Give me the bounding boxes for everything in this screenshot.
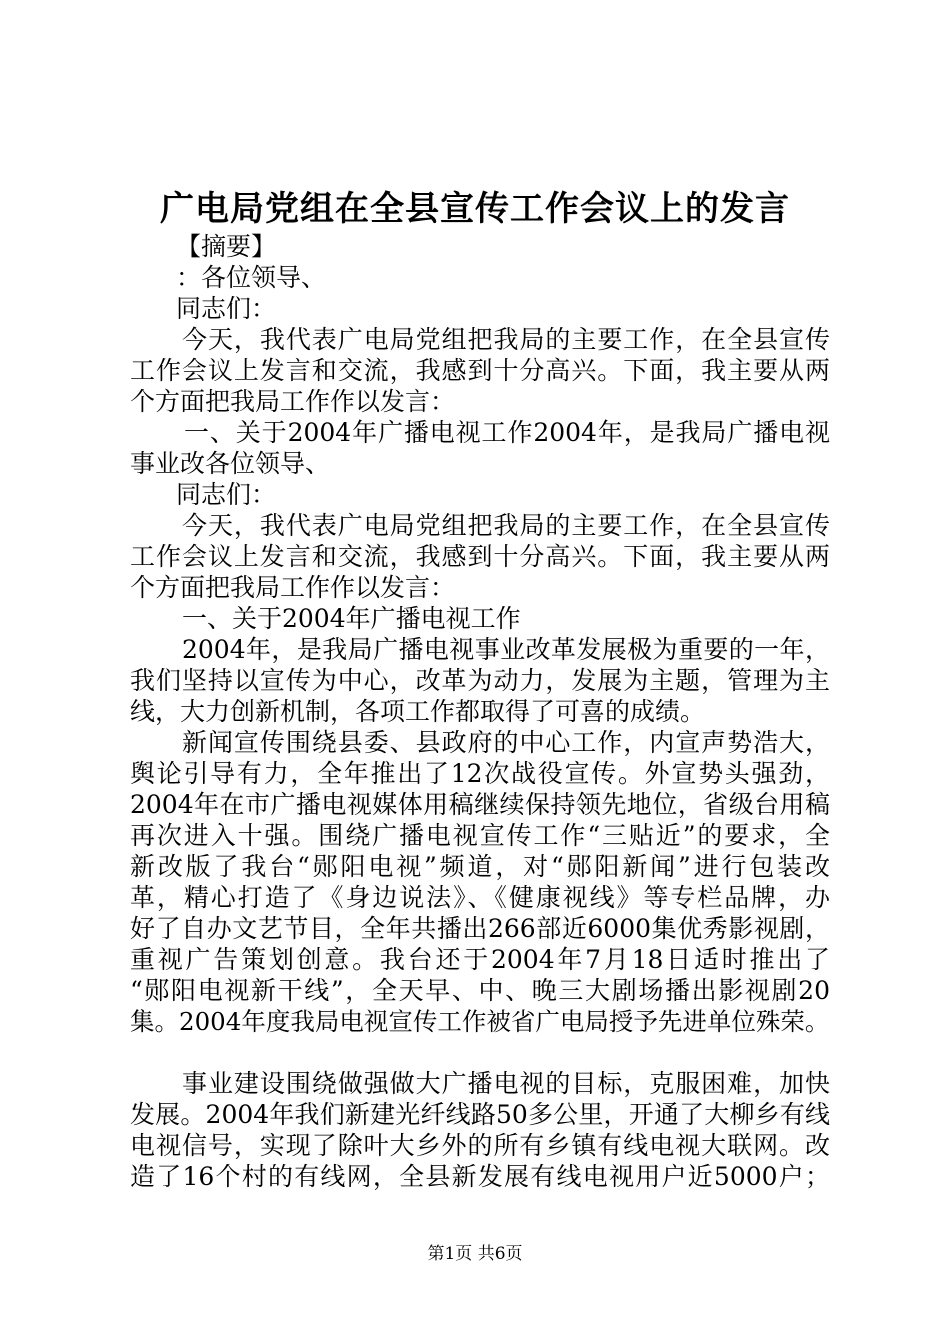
page-number: 第1页 共6页	[427, 1244, 523, 1264]
text-line: 发展。2004年我们新建光纤线路50多公里，开通了大柳乡有线	[130, 1100, 830, 1129]
text-line: 今天，我代表广电局党组把我局的主要工作，在全县宣传	[182, 511, 830, 540]
text-line: 事业建设围绕做强做大广播电视的目标，克服困难，加快	[182, 1069, 830, 1098]
text-line: “郧阳电视新干线”，全天早、中、晚三大剧场播出影视剧20	[130, 976, 830, 1005]
text-line: 舆论引导有力，全年推出了12次战役宣传。外宣势头强劲，	[130, 759, 830, 788]
text-line: 事业改各位领导、	[130, 449, 331, 478]
text-line: 好了自办文艺节目，全年共播出266部近6000集优秀影视剧，	[130, 914, 830, 943]
text-line: 新闻宣传围绕县委、县政府的中心工作，内宣声势浩大，	[182, 728, 830, 757]
text-line: 2004年，是我局广播电视事业改革发展极为重要的一年，	[182, 635, 830, 664]
text-line: 我们坚持以宣传为中心，改革为动力，发展为主题，管理为主	[130, 666, 830, 695]
text-line: 个方面把我局工作作以发言：	[130, 573, 456, 602]
text-line: 重视广告策划创意。我台还于2004年7月18日适时推出了	[130, 945, 830, 974]
text-line: 一、关于2004年广播电视工作2004年，是我局广播电视	[184, 418, 830, 447]
text-line: 线，大力创新机制，各项工作都取得了可喜的成绩。	[130, 697, 706, 726]
text-line: 工作会议上发言和交流，我感到十分高兴。下面，我主要从两	[130, 356, 830, 385]
paragraph-gap	[130, 1037, 830, 1068]
text-line: 革，精心打造了《身边说法》、《健康视线》等专栏品牌，办	[130, 883, 830, 912]
text-line: 2004年在市广播电视媒体用稿继续保持领先地位，省级台用稿	[130, 790, 830, 819]
text-line: 工作会议上发言和交流，我感到十分高兴。下面，我主要从两	[130, 542, 830, 571]
text-line: ：各位领导、	[176, 263, 327, 292]
text-line: 同志们：	[176, 294, 277, 323]
text-line: 个方面把我局工作作以发言：	[130, 387, 456, 416]
section-heading: 一、关于2004年广播电视工作	[182, 604, 521, 633]
text-line: 再次进入十强。围绕广播电视宣传工作“三贴近”的要求，全	[130, 821, 830, 850]
document-title: 广电局党组在全县宣传工作会议上的发言	[160, 189, 790, 229]
text-line: 同志们：	[176, 480, 277, 509]
abstract-label: 【摘要】	[176, 232, 277, 261]
text-line: 造了16个村的有线网，全县新发展有线电视用户近5000户；	[130, 1162, 830, 1191]
text-line: 电视信号，实现了除叶大乡外的所有乡镇有线电视大联网。改	[130, 1131, 830, 1160]
text-line: 集。2004年度我局电视宣传工作被省广电局授予先进单位殊荣。	[130, 1007, 830, 1036]
text-line: 新改版了我台“郧阳电视”频道，对“郧阳新闻”进行包装改	[130, 852, 830, 881]
text-line: 今天，我代表广电局党组把我局的主要工作，在全县宣传	[182, 325, 830, 354]
document-body	[130, 231, 830, 1192]
